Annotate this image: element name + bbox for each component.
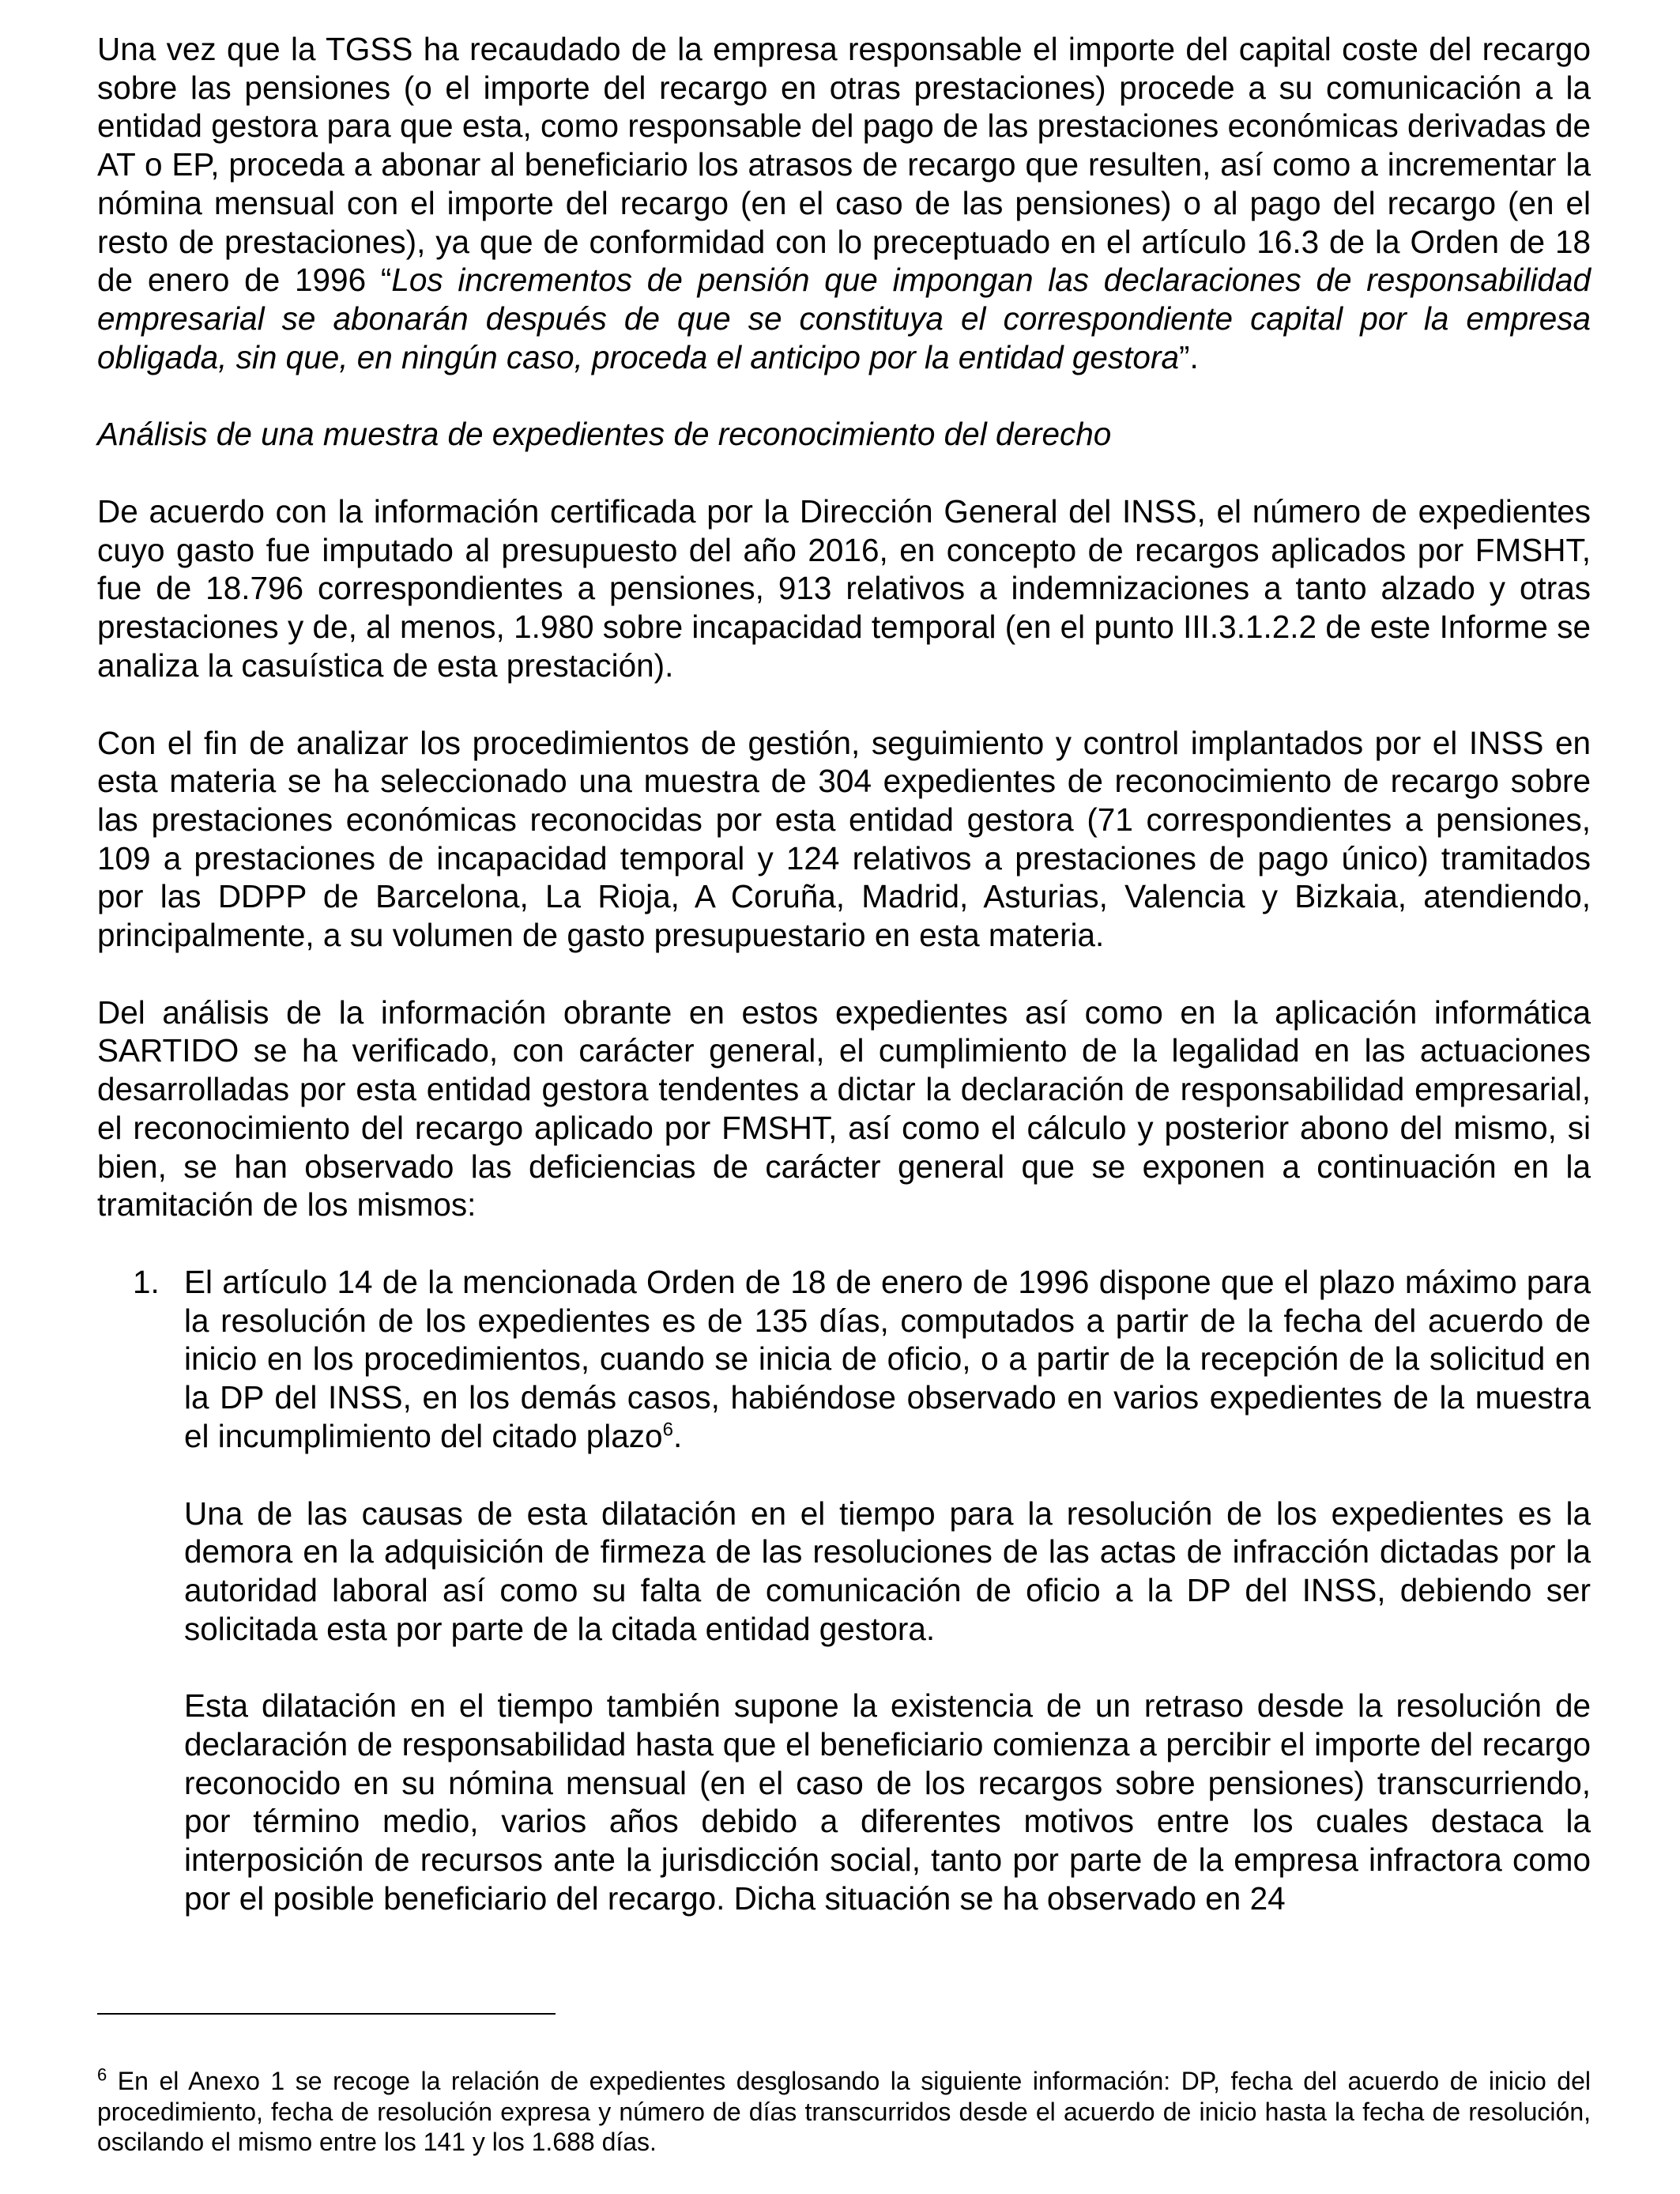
paragraph-tgss-recaudacion [97,30,1591,376]
numbered-list [97,1263,1591,1918]
list-item-body: El artículo 14 de la mencionada Orden de 18 de enero de 1996 dispone que el plazo máximo para la resolución de los expedientes es de 135 días, computados a partir de la fecha del acuerdo de inicio en los procedimientos, cuando se inicia de oficio, o a partir de la recepción de la solicitud en la DP del INSS, en los demás casos, habiéndose observado en varios expedientes de la muestra el incumplimiento del citado plazo [184,1263,1591,1454]
list-item-number: 1. [133,1263,160,1300]
paragraph-muestra: Con el fin de analizar los procedimientos de gestión, seguimiento y control implantados por el INSS en esta materia se ha seleccionado una muestra de 304 expedientes de reconocimiento de recargo sobre las prestaciones económicas reconocidas por esta entidad gestora (71 correspondientes a pensiones, 109 a prestaciones de incapacidad temporal y 124 relativos a prestaciones de pago único) tramitados por las DDPP de Barcelona, La Rioja, A Coruña, Madrid, Asturias, Valencia y Bizkaia, atendiendo, principalmente, a su volumen de gasto presupuestario en esta materia. [97,724,1591,954]
section-heading: Análisis de una muestra de expedientes de reconocimiento del derecho [97,416,1112,453]
paragraph-text: Una vez que la TGSS ha recaudado de la empresa responsable el importe del capital coste del recargo sobre las pensiones (o el importe del recargo en otras prestaciones) procede a su comunicación a la entidad gestora para que esta, como responsable del pago de las prestaciones económicas derivadas de AT o EP, proceda a abonar al beneficiario los atrasos de recargo que resulten, así como a incrementar la nómina mensual con el importe del recargo (en el caso de las pensiones) o al pago del recargo (en el resto de prestaciones), ya que de conformidad con lo preceptuado en el artículo 16.3 de la Orden de 18 de enero de 1996 “ [97,31,1591,299]
document-body [97,30,1591,1918]
paragraph-expedientes-numero: De acuerdo con la información certificada por la Dirección General del INSS, el número de expedientes cuyo gasto fue imputado al presupuesto del año 2016, en concepto de recargos aplicados por FMSHT, fue de 18.796 correspondientes a pensiones, 913 relativos a indemnizaciones a tanto alzado y otras prestaciones y de, al menos, 1.980 sobre incapacidad temporal (en el punto III.3.1.2.2 de este Informe se analiza la casuística de esta prestación). [97,493,1591,684]
paragraph-analisis: Del análisis de la información obrante en estos expedientes así como en la aplicación informática SARTIDO se ha verificado, con carácter general, el cumplimiento de la legalidad en las actuaciones desarrolladas por esta entidad gestora tendentes a dictar la declaración de responsabilidad empresarial, el reconocimiento del recargo aplicado por FMSHT, así como el cálculo y posterior abono del mismo, si bien, se han observado las deficiencias de carácter general que se exponen a continuación en la tramitación de los mismos: [97,993,1591,1223]
footnote-separator [97,2013,556,2015]
list-sub-paragraph: Una de las causas de esta dilatación en el tiempo para la resolución de los expedientes es la demora en la adquisición de firmeza de las resoluciones de las actas de infracción dictadas por la autoridad laboral así como su falta de comunicación de oficio a la DP del INSS, debiendo ser solicitada esta por parte de la citada entidad gestora. [184,1495,1591,1647]
quoted-article-text: Los incrementos de pensión que impongan las declaraciones de responsabilidad empresarial se abonarán después de que se constituya el correspondiente capital por la empresa obligada, sin que, en ningún caso, proceda el anticipo por la entidad gestora [97,262,1591,375]
paragraph-text-end: ”. [1178,338,1199,375]
footnote-text: En el Anexo 1 se recoge la relación de expedientes desglosando la siguiente información: DP, fecha del acuerdo de inicio del procedimiento, fecha de resolución expresa y número de días transcurridos desde el acuerdo de inicio hasta la fecha de resolución, oscilando el mismo entre los 141 y los 1.688 días. [97,2067,1591,2156]
footnote [97,2066,1591,2158]
list-item-end: . [672,1417,683,1454]
footnote-number: 6 [97,2064,107,2085]
list-sub-paragraph: Esta dilatación en el tiempo también supone la existencia de un retraso desde la resolución de declaración de responsabilidad hasta que el beneficiario comienza a percibir el importe del recargo reconocido en su nómina mensual (en el caso de los recargos sobre pensiones) transcurriendo, por término medio, varios años debido a diferentes motivos entre los cuales destaca la interposición de recursos ante la jurisdicción social, tanto por parte de la empresa infractora como por el posible beneficiario del recargo. Dicha situación se ha observado en 24 [184,1687,1591,1917]
footnote-reference[interactable]: 6 [662,1419,673,1441]
list-item-text [184,1263,1591,1456]
